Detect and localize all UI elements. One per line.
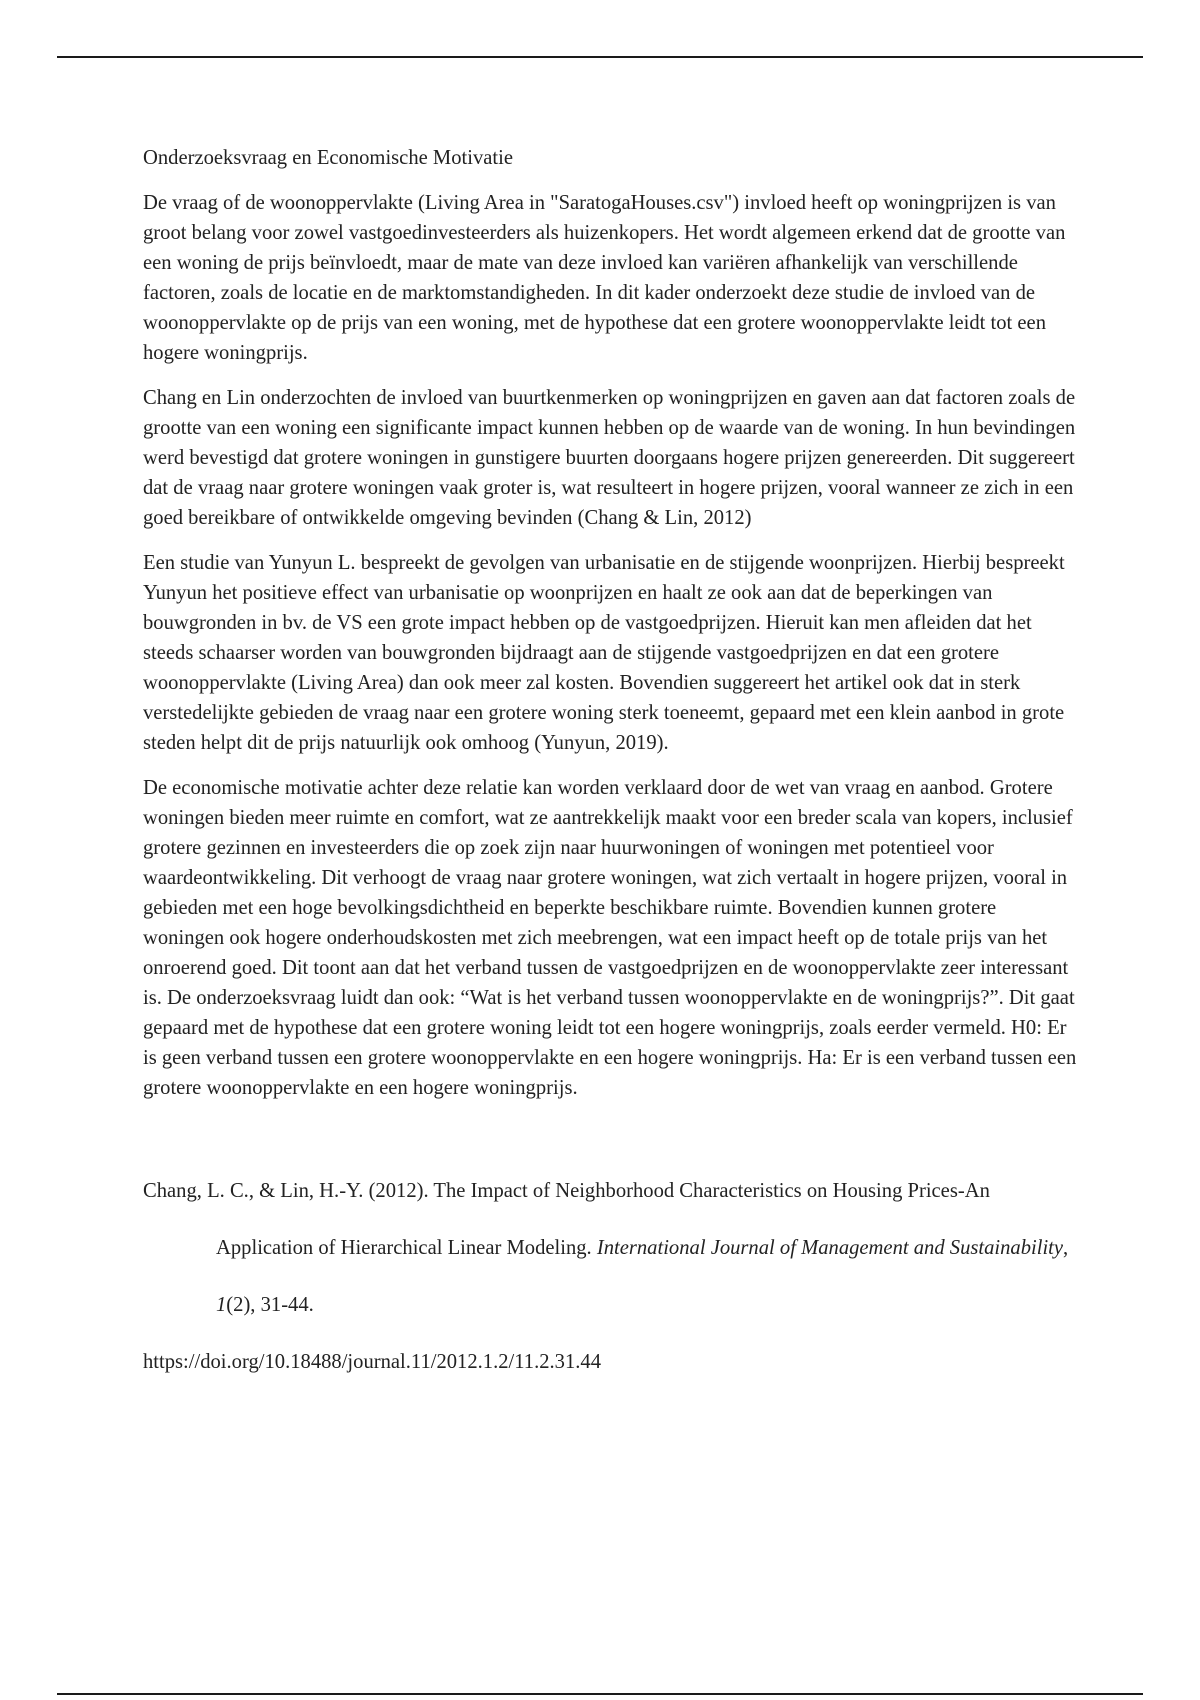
top-rule — [57, 56, 1143, 58]
paragraph-1: De vraag of de woonoppervlakte (Living Area in "SaratogaHouses.csv") invloed heeft op woningprijzen is van groot belang voor zowel vastgoedinvesteerders als huizenkopers. Het wordt algemeen erkend dat de grootte van een woning de prijs beïnvloedt, maar de mate van deze invloed kan variëren afhankelijk van verschillende factoren, zoals de locatie en de marktomstandigheden. In dit kader onderzoekt deze studie de invloed van de woonoppervlakte op de prijs van een woning, met de hypothese dat een grotere woonoppervlakte leidt tot een hogere woningprijs. — [143, 192, 1066, 364]
document-body — [143, 143, 1078, 1391]
paragraph-2: Chang en Lin onderzochten de invloed van buurtkenmerken op woningprijzen en gaven aan dat factoren zoals de grootte van een woning een significante impact kunnen hebben op de waarde van de woning. In hun bevindingen werd bevestigd dat grotere woningen in gunstigere buurten doorgaans hogere prijzen genereerden. Dit suggereert dat de vraag naar grotere woningen vaak groter is, wat resulteert in hogere prijzen, vooral wanneer ze zich in een goed bereikbare of ontwikkelde omgeving bevinden (Chang & Lin, 2012) — [143, 387, 1076, 529]
reference-list — [143, 1163, 1078, 1391]
reference-authors-title: Chang, L. C., & Lin, H.-Y. (2012). The Impact of Neighborhood Characteristics on Housing Prices-An Application of Hierarchical Linear Modeling. — [143, 1180, 990, 1259]
reference-journal: International Journal of Management and Sustainability — [596, 1237, 1064, 1259]
paragraph-3: Een studie van Yunyun L. bespreekt de gevolgen van urbanisatie en de stijgende woonprijzen. Hierbij bespreekt Yunyun het positieve effect van urbanisatie op woonprijzen en haalt ze ook aan dat de beperkingen van bouwgronden in bv. de VS een grote impact hebben op de vastgoedprijzen. Hieruit kan men afleiden dat het steeds schaarser worden van bouwgronden bijdraagt aan de stijgende vastgoedprijzen en dat een grotere woonoppervlakte (Living Area) dan ook meer zal kosten. Bovendien suggereert het artikel ook dat in sterk verstedelijkte gebieden de vraag naar een grotere woning sterk toeneemt, gepaard met een klein aanbod in grote steden helpt dit de prijs natuurlijk ook omhoog (Yunyun, 2019). — [143, 552, 1065, 754]
reference-issue-pages: (2), 31-44. — [226, 1294, 314, 1316]
bottom-rule — [57, 1693, 1143, 1695]
reference-doi-link[interactable]: https://doi.org/10.18488/journal.11/2012.1.2/11.2.31.44 — [143, 1351, 602, 1373]
reference-entry — [143, 1163, 1078, 1391]
reference-separator: , — [1063, 1237, 1069, 1259]
reference-volume: 1 — [216, 1294, 227, 1316]
paragraph-4: De economische motivatie achter deze relatie kan worden verklaard door de wet van vraag en aanbod. Grotere woningen bieden meer ruimte en comfort, wat ze aantrekkelijk maakt voor een breder scala van kopers, inclusief grotere gezinnen en investeerders die op zoek zijn naar huurwoningen of woningen met potentieel voor waardeontwikkeling. Dit verhoogt de vraag naar grotere woningen, wat zich vertaalt in hogere prijzen, vooral in gebieden met een hoge bevolkingsdichtheid en beperkte beschikbare ruimte. Bovendien kunnen grotere woningen ook hogere onderhoudskosten met zich meebrengen, wat een impact heeft op de totale prijs van het onroerend goed. Dit toont aan dat het verband tussen de vastgoedprijzen en de woonoppervlakte zeer interessant is. De onderzoeksvraag luidt dan ook: “Wat is het verband tussen woonoppervlakte en de woningprijs?”. Dit gaat gepaard met de hypothese dat een grotere woning leidt tot een hogere woningprijs, zoals eerder vermeld. H0: Er is geen verband tussen een grotere woonoppervlakte en een hogere woningprijs. Ha: Er is een verband tussen een grotere woonoppervlakte en een hogere woningprijs. — [143, 777, 1077, 1099]
section-heading: Onderzoeksvraag en Economische Motivatie — [143, 147, 513, 169]
